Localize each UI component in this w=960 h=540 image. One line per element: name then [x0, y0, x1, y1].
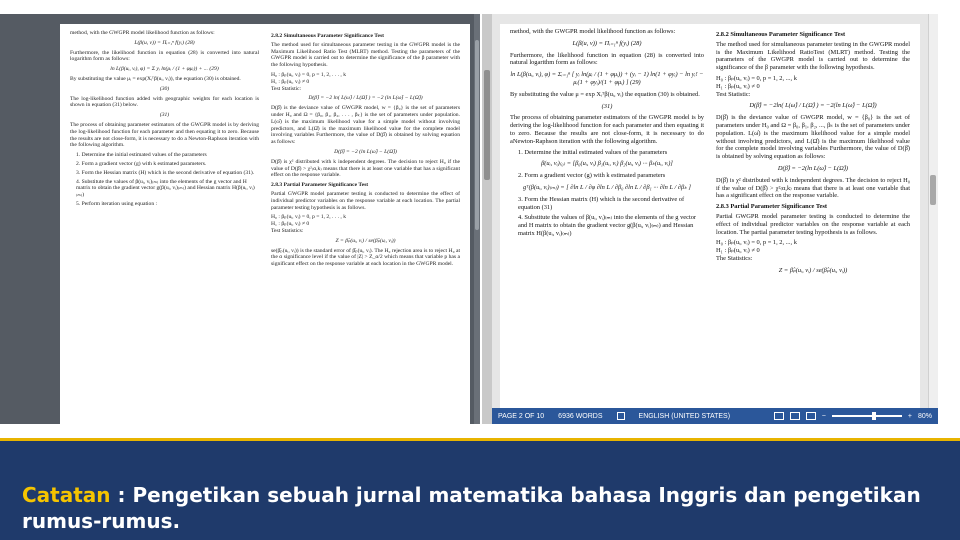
word-hypothesis: H₀ : βₚ(uᵢ, vᵢ) = 0, p = 1, 2, ..., k [716, 239, 797, 247]
word-text: By substituting the value μ = exp Xᵢᵀβ(uᵢ, vᵢ) the equation (30) is obtained. [510, 90, 700, 98]
pdf-list-item: 4. Substitute the values of β(uᵢ, vᵢ)₍ₘ₎ into the elements of the g vector and H matrix to obtain the gradient vector g(β(uᵢ, vᵢ)₍ₘ₎) and Hessian matrix H(β(uᵢ, vᵢ)₍ₘ₎) [76, 178, 255, 199]
zoom-in-button[interactable]: + [907, 412, 912, 420]
pdf-text: se(β̂ₚ(uᵢ, vᵢ)) is the standard error of β̂ₚ(uᵢ, vᵢ). The H₀ rejection area is to reject H₀ at the α significance level if the value of |Z| > Z_α/2 which means that variable p has a significant effect on the response variable at each location in the GWGPR model. [271, 247, 460, 268]
word-equation[interactable]: ln L(β(uᵢ, vᵢ), φ) = Σᵢ₌₁ⁿ [ yᵢ ln(μᵢ / (1 + φμᵢ)) + (yᵢ − 1) ln(1 + φyᵢ) − ln yᵢ! − μᵢ(1 + φyᵢ)/(1 + φμᵢ) ] (29) [510, 71, 704, 86]
pdf-equation: D(β̂) = −2 ln( L(ω̂) / L(Ω̂) ) = −2 (ln L(ω̂) − L(Ω̂)) [308, 95, 423, 102]
word-heading: 2.8.2 Simultaneous Parameter Significance Test [716, 31, 846, 38]
word-hypothesis: H₁ : βₚ(uᵢ, vᵢ) ≠ 0 [716, 82, 760, 90]
pdf-hypothesis: H₀ : βₚ(uᵢ, vᵢ) = 0, p = 1, 2, . . . , k [271, 71, 346, 78]
pane-divider-thumb[interactable] [484, 70, 490, 180]
web-layout-icon[interactable] [806, 412, 816, 420]
word-page[interactable] [500, 24, 920, 408]
word-status-bar [492, 408, 938, 424]
language-indicator[interactable]: ENGLISH (UNITED STATES) [638, 412, 731, 420]
zoom-slider[interactable] [832, 415, 902, 417]
pdf-text: D(β̂) is the deviance value of GWGPR model, w = {β₀} is the set of parameters under H₀ and Ω = {β₀, β₁, β₂, . . . , βₖ} is the set of parameters under population. L(ω̂) is the maximum likelihood value for a simple model without involving predictors, and L(Ω̂) is the maximum likelihood value for the complete model involving variables Furthermore, the value of D(β̂) is obtained by solving equation as follows: [271, 105, 460, 146]
word-scrollbar-thumb[interactable] [930, 175, 936, 205]
pdf-text: The log-likelihood function added with geographic weights for each location is shown in equation (31) below. [70, 95, 259, 109]
pdf-equation: (30) [159, 85, 170, 92]
word-equation[interactable]: D(β̂) = −2ln( L(ω̂) / L(Ω̂) ) = −2(ln L(ω̂) − L(Ω̂)) [749, 102, 877, 110]
pdf-equation: ln L(β(uᵢ, vᵢ), φ) = Σ yᵢ ln(μᵢ / (1 + φμᵢ)) + ... (29) [110, 66, 219, 73]
word-heading: 2.8.3 Partial Parameter Significance Test [716, 203, 827, 211]
word-equation[interactable]: D(β̂) = −2(ln L(ω̂) − L(Ω̂)) [777, 164, 849, 172]
pdf-text: The method used for simultaneous parameter testing in the GWGPR model is the Maximum Likelihood Ratio Test (MLRT) method. Testing the parameters of the GWGPR model is carried out to determine the significance of the β parameter with the following hypothesis. [271, 41, 460, 69]
word-list-item: 2. Form a gradient vector (g) with k estimated parameters [518, 172, 666, 180]
pdf-equation: Z = β̂ₚ(uᵢ, vᵢ) / se(β̂ₚ(uᵢ, vᵢ)) [335, 237, 396, 244]
pdf-list-item: 3. Form the Hessian matrix (H) which is the second derivative of equation (31). [76, 169, 255, 176]
pdf-equation: L(β(u, v)) = Πᵢ₌₁ⁿ f(yᵢ) (28) [134, 39, 195, 46]
word-text: Furthermore, the likelihood function in equation (28) is converted into natural logarithm form as follows: [510, 51, 704, 67]
page-count[interactable]: PAGE 2 OF 10 [498, 412, 545, 420]
word-text: Partial GWGPR model parameter testing is conducted to determine the effect of individual predictor variables on the response variable at each location. The partial parameter testing hypothesis is as follows. [716, 212, 910, 236]
pdf-text: Test Statistic: [271, 85, 302, 92]
word-document-area [492, 14, 928, 408]
pdf-text: The process of obtaining parameter estimators of the GWGPR model is by deriving the log-likelihood function for each parameter and then equating it to zero. Because the results are not close-form, it is necessary to do a Newton-Raphson iteration with the following algorithm. [70, 121, 259, 149]
word-scrollbar[interactable] [928, 14, 938, 408]
word-text: D(β̂) is χ² distributed with k independent degrees. The decision to reject H₀ if the value of D(β̂) > χ²₍α,k₎ means that there is at least one variable that has a significant effect on the response variable. [716, 176, 910, 200]
pdf-equation: (31) [159, 112, 170, 119]
pdf-hypothesis: H₁ : βₚ(uᵢ, vᵢ) ≠ 0 [271, 221, 310, 228]
pdf-text: By substituting the value μᵢ = exp(Xᵢᵀβ(uᵢ, vᵢ)), the equation (30) is obtained. [70, 75, 241, 82]
view-controls [774, 412, 932, 420]
word-equation[interactable]: Z = β̂ₚ(uᵢ, vᵢ) / se(β̂ₚ(uᵢ, vᵢ)) [778, 266, 848, 274]
top-rule [0, 0, 960, 14]
pdf-page [60, 24, 470, 438]
word-text: The method used for simultaneous parameter testing in the GWGPR model is the Maximum Likelihood RatioTest (MLRT) method. Testing the parameters of the GWGPR model is carried out to determine the significance of the β parameter with the following hypothesis. [716, 40, 910, 72]
word-column-left [510, 28, 704, 404]
word-equation[interactable]: (31) [601, 102, 613, 110]
pdf-list-item: 1. Determine the initial estimated values of the parameters [76, 152, 207, 159]
word-list-item: 1. Determine the initial estimated values of the parameters [518, 148, 668, 156]
pdf-hypothesis: H₀ : βₚ(uᵢ, vᵢ) = 0, p = 1, 2, . . . , k [271, 214, 346, 221]
caption-label: Catatan [22, 483, 111, 507]
pdf-text: Partial GWGPR model parameter testing is conducted to determine the effect of individual predictor variables on the response variable at each location. The partial parameter testing hypothesis is as follows. [271, 190, 460, 211]
pdf-hypothesis: H₁ : βₚ(uᵢ, vᵢ) ≠ 0 [271, 78, 310, 85]
word-equation[interactable]: β(uᵢ, vᵢ)₍₀₎ = [β₀(uᵢ, vᵢ) β₁(uᵢ, vᵢ) β₂(uᵢ, vᵢ) ··· βₖ(uᵢ, vᵢ)] [541, 160, 673, 168]
word-text: The Statistics: [716, 254, 753, 262]
proofing-icon[interactable] [617, 412, 625, 420]
pdf-text: D(β̂) is χ² distributed with k independent degrees. The decision to reject H₀ if the value of D(β̂) > χ²₍α,k₎ means that there is at least one variable that has a significant effect on the response variable. [271, 158, 460, 179]
zoom-out-button[interactable]: − [821, 412, 826, 420]
pdf-text: Test Statistics: [271, 227, 304, 234]
read-mode-icon[interactable] [774, 412, 784, 420]
word-list-item: 4. Substitute the values of β(uᵢ, vᵢ)₍ₘ₎ into the elements of the g vector and H matrix to obtain the gradient vector g(β(uᵢ, vᵢ)₍ₘ₎) and Hessian matrix H(β(uᵢ, vᵢ)₍ₘ₎) [518, 214, 697, 237]
word-list-item: 3. Form the Hessian matrix (H) which is the second derivative of equation (31) [518, 195, 685, 211]
word-equation[interactable]: gᵀ(β(uᵢ, vᵢ)₍ₘ₎) = [ ∂ln L / ∂φ ∂ln L / ∂β₀ ∂ln L / ∂β₁ ··· ∂ln L / ∂βₖ ] [522, 183, 691, 191]
print-layout-icon[interactable] [790, 412, 800, 420]
pdf-column-right [271, 30, 460, 432]
pdf-equation: D(β̂) = −2 (ln L(ω̂) − L(Ω̂)) [334, 148, 397, 155]
right-margin [938, 14, 960, 424]
word-hypothesis: H₀ : βₚ(uᵢ, vᵢ) = 0, p = 1, 2, ..., k [716, 74, 797, 82]
word-column-right [716, 28, 910, 404]
pdf-scrollbar-thumb[interactable] [475, 40, 479, 230]
pdf-column-left [70, 30, 259, 432]
band-gap [0, 424, 960, 438]
caption-body: : Pengetikan sebuah jurnal matematika bahasa Inggris dan pengetikan rumus-rumus. [22, 483, 921, 533]
word-count[interactable]: 6936 WORDS [558, 412, 603, 420]
caption-text [22, 482, 942, 534]
pdf-heading: 2.8.3 Partial Parameter Significance Test [271, 182, 369, 189]
pdf-list-item: 5. Perform iteration using equation : [76, 200, 158, 207]
word-text: method, with the GWGPR model likelihood function as follows: [510, 28, 676, 35]
pdf-text: method, with the GWGPR model likelihood function as follows: [70, 30, 215, 36]
word-text: Test Statistic: [716, 90, 751, 98]
word-text: D(β̂) is the deviance value of GWGPR model, w = {β₀} is the set of parameters under H₀ and Ω = β₀, β₁, β₂, ..., βₖ is the set of parameters under population. L(ω̂) is the maximum likelihood value for a simple model without involving predictors, and L(Ω̂) is the maximum likelihood value for the complete model involving variables Furthermore, the value of D(β̂) is obtained by solving equation as follows: [716, 114, 910, 161]
word-text: The process of obtaining parameter estimators of the GWGPR model is by deriving the log-likelihood function for each parameter and then equating it to zero. Because the results are not close-form, it is necessary to do aNewton-Raphson iteration with the following algorithm. [510, 114, 704, 145]
zoom-level[interactable]: 80% [917, 412, 932, 420]
zoom-slider-knob[interactable] [872, 412, 876, 420]
pdf-list-item: 2. Form a gradient vector (g) with k estimated parameters. [76, 160, 207, 167]
pdf-heading: 2.8.2 Simultaneous Parameter Significance Test [271, 33, 385, 39]
pdf-viewer-pane [0, 14, 480, 438]
word-equation[interactable]: L(β(u, v)) = Πᵢ₌₁ⁿ f(yᵢ) (28) [572, 39, 642, 47]
pdf-text: Furthermore, the likelihood function in equation (28) is converted into natural logarithm form as follows: [70, 49, 259, 63]
word-hypothesis: H₁ : βₚ(uᵢ, vᵢ) ≠ 0 [716, 247, 760, 255]
